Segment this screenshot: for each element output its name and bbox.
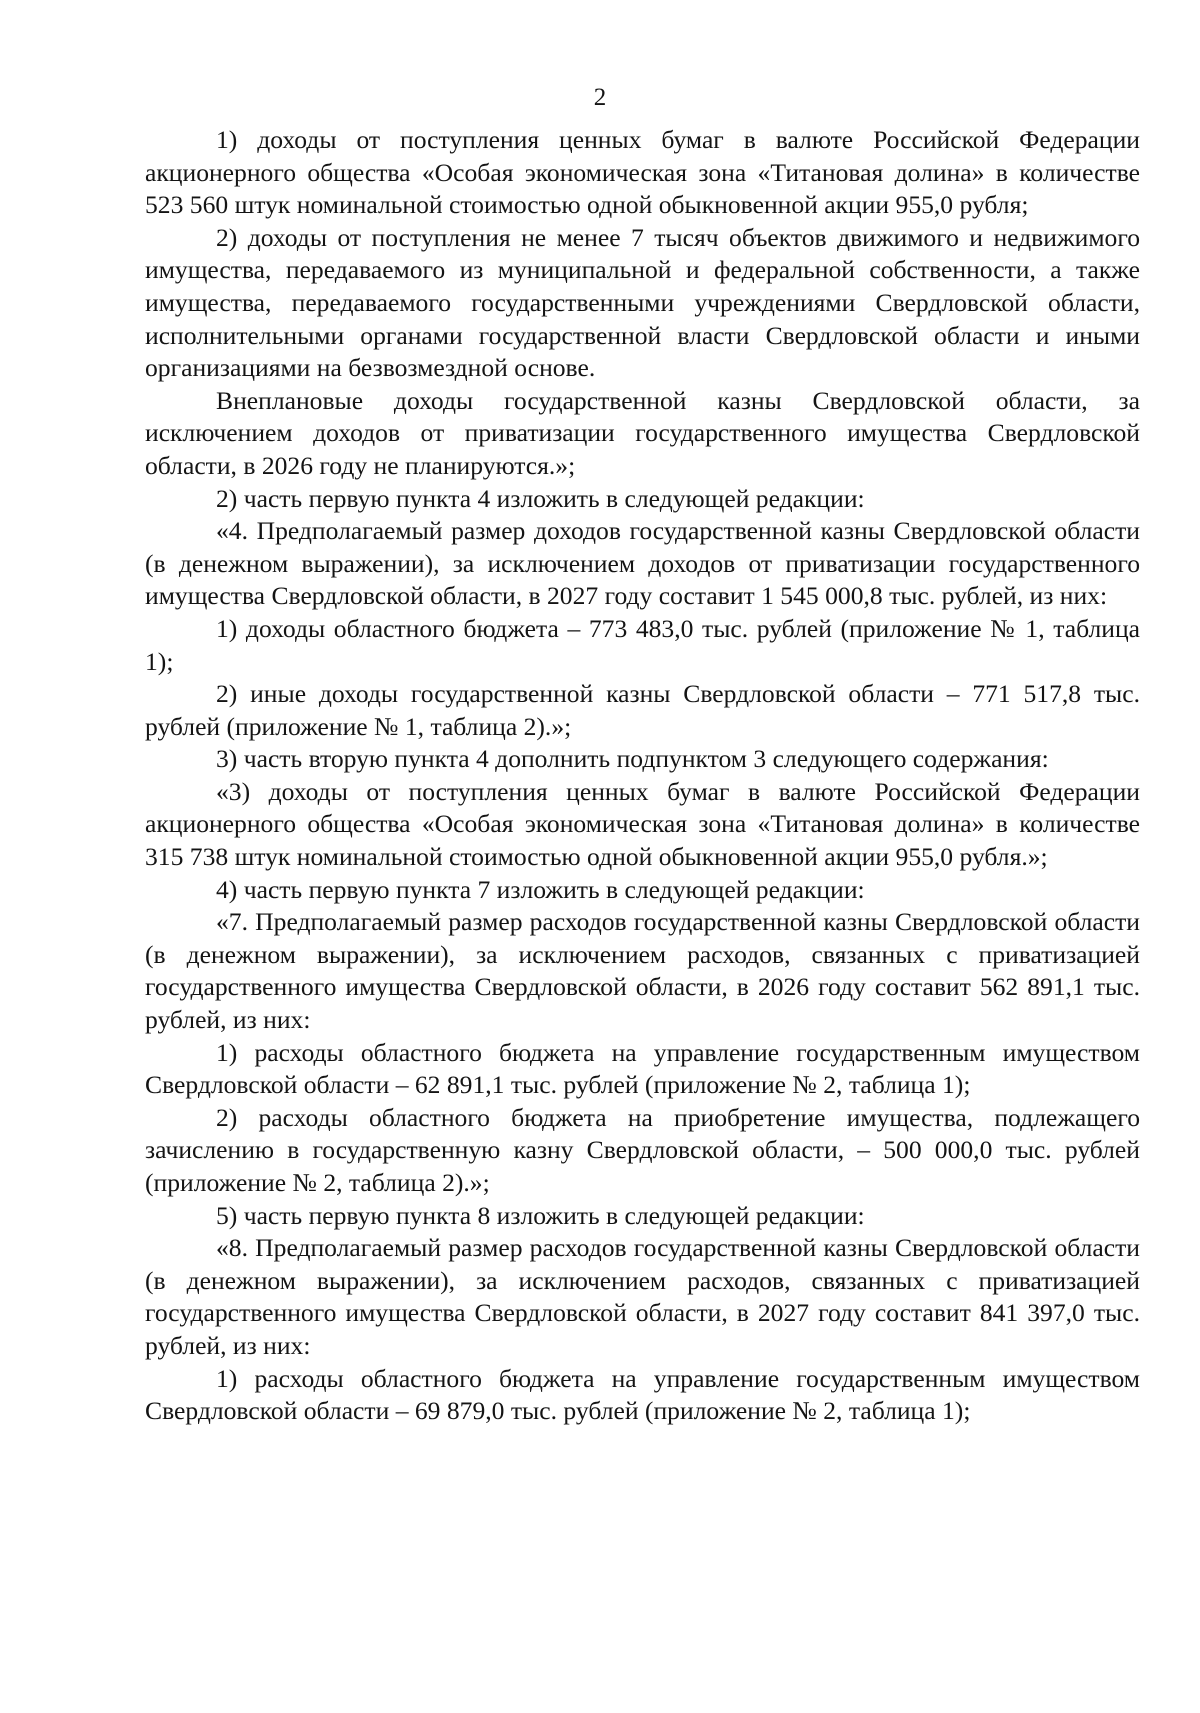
paragraph-item-4-income-2027: «4. Предполагаемый размер доходов государственной казны Свердловской области (в денежном выражении), за исключением доходов от приватизации государственного имущества Свердловской области, в 2027 году составит 1 545 000,8 тыс. рублей, из них: xyxy=(145,516,1140,611)
paragraph-amend-item-4-part-1: 2) часть первую пункта 4 изложить в следующей редакции: xyxy=(216,483,865,513)
paragraph-acquisition-expenses: 2) расходы областного бюджета на приобретение имущества, подлежащего зачислению в государственную казну Свердловской области, – 500 000,0 тыс. рублей (приложение № 2, таблица 2).»; xyxy=(145,1102,1140,1197)
paragraph-property-objects: 2) доходы от поступления не менее 7 тысяч объектов движимого и недвижимого имущества, передаваемого из муниципальной и федеральной собственности, а также имущества, передаваемого государственными учреждениями Свердловской области, исполнительными органами государственной власти Свердловской области и иными организациями на безвозмездной основе. xyxy=(145,222,1140,383)
paragraph-amend-item-8: 5) часть первую пункта 8 изложить в следующей редакции: xyxy=(216,1200,865,1230)
page-number: 2 xyxy=(593,84,607,111)
paragraph-securities-2026: 1) доходы от поступления ценных бумаг в валюте Российской Федерации акционерного общества «Особая экономическая зона «Титановая долина» в количестве 523 560 штук номинальной стоимостью одной обыкновенной акции 955,0 рубля; xyxy=(145,125,1140,220)
paragraph-securities-2027: «3) доходы от поступления ценных бумаг в валюте Российской Федерации акционерного общества «Особая экономическая зона «Титановая долина» в количестве 315 738 штук номинальной стоимостью одной обыкновенной акции 955,0 рубля.»; xyxy=(145,776,1140,872)
paragraph-management-expenses-2027: 1) расходы областного бюджета на управление государственным имуществом Свердловской области – 69 879,0 тыс. рублей (приложение № 2, таблица 1); xyxy=(145,1363,1140,1426)
paragraph-item-8-expenses-2027: «8. Предполагаемый размер расходов государственной казны Свердловской области (в денежном выражении), за исключением расходов, связанных с приватизацией государственного имущества Свердловской области, в 2027 году составит 841 397,0 тыс. рублей, из них: xyxy=(145,1233,1140,1360)
paragraph-other-treasury-income: 2) иные доходы государственной казны Свердловской области – 771 517,8 тыс. рублей (приложение № 1, таблица 2).»; xyxy=(145,679,1140,741)
document-body xyxy=(145,124,1140,1428)
paragraph-amend-item-7: 4) часть первую пункта 7 изложить в следующей редакции: xyxy=(216,874,865,904)
paragraph-item-7-expenses-2026: «7. Предполагаемый размер расходов государственной казны Свердловской области (в денежном выражении), за исключением расходов, связанных с приватизацией государственного имущества Свердловской области, в 2026 году составит 562 891,1 тыс. рублей, из них: xyxy=(145,907,1140,1035)
paragraph-amend-item-4-part-2: 3) часть вторую пункта 4 дополнить подпунктом 3 следующего содержания: xyxy=(216,744,1049,774)
paragraph-management-expenses-2026: 1) расходы областного бюджета на управление государственным имуществом Свердловской области – 62 891,1 тыс. рублей (приложение № 2, таблица 1); xyxy=(145,1037,1140,1100)
paragraph-unplanned-income: Внеплановые доходы государственной казны Свердловской области, за исключением доходов от приватизации государственного имущества Свердловской области, в 2026 году не планируются.»; xyxy=(145,385,1140,480)
paragraph-regional-budget-income: 1) доходы областного бюджета – 773 483,0 тыс. рублей (приложение № 1, таблица 1); xyxy=(145,613,1140,676)
